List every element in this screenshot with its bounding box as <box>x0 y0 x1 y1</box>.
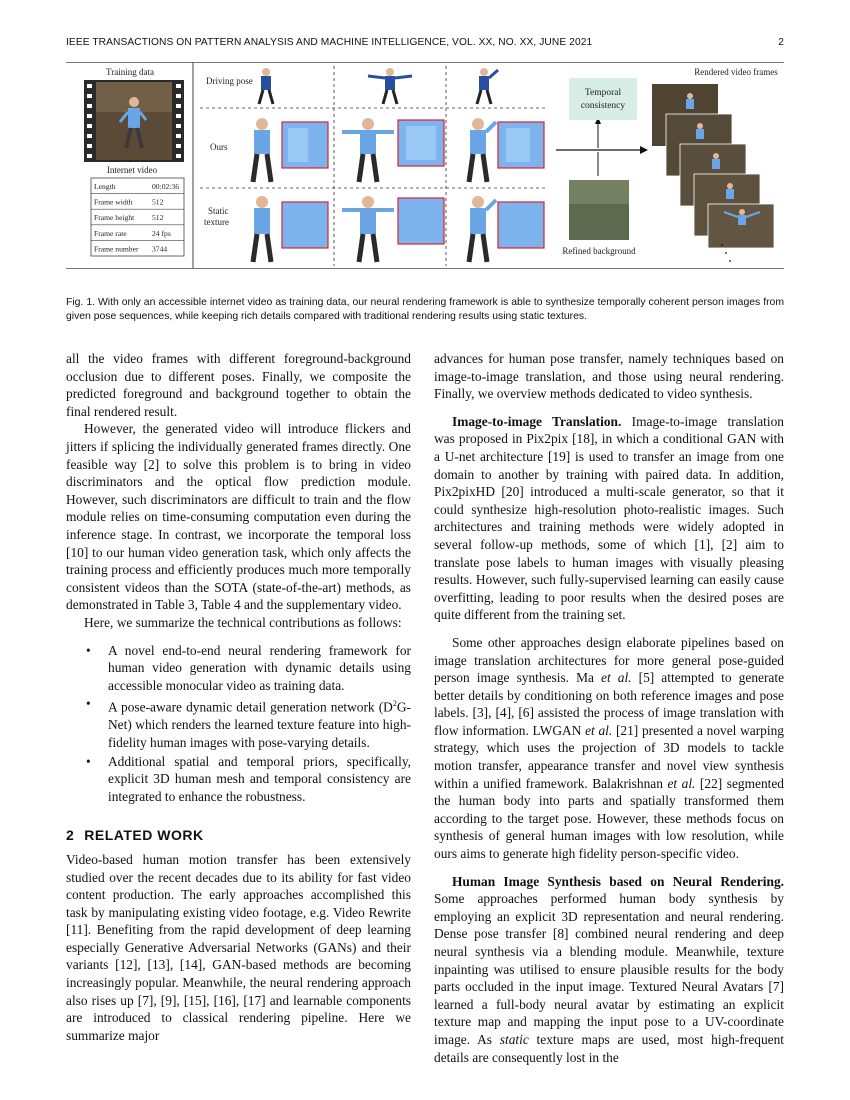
row-label-static-1: Static <box>208 206 229 216</box>
stat-value: 512 <box>152 197 164 207</box>
paragraph-text: [5] attempted to generate better details by conditioning on both reference images and pose labels. [3], [4], [6] assisted the process of image translation with flow information. LWGAN <box>434 670 785 738</box>
list-item-text: A pose-aware dynamic detail generation network (D <box>108 699 393 715</box>
refined-background-label: Refined background <box>562 246 636 256</box>
figure-bottom-rule <box>66 268 784 269</box>
list-item: • A novel end-to-end neural rendering framework for human video generation with dynamic details using accessible monocular video as training data. <box>108 642 411 695</box>
rendered-frame-stack <box>652 84 774 248</box>
superscript: 2 <box>392 699 397 709</box>
list-item-text: G-Net) which renders the learned texture feature into high-fidelity human images with pose-varying details. <box>108 699 411 750</box>
paragraph-text: texture maps are used, most high-frequent details are consequently lost in the <box>434 1031 785 1065</box>
stat-value: 24 fps <box>152 228 171 238</box>
row-label-static-2: texture <box>204 217 229 227</box>
stat-key: Frame width <box>94 197 133 207</box>
figure-1 <box>66 62 784 270</box>
ours-result-3 <box>469 118 544 182</box>
right-column <box>434 350 784 1066</box>
contributions-list <box>66 642 411 806</box>
left-column <box>66 350 411 1044</box>
list-item: • Additional spatial and temporal priors, specifically, explicit 3D human mesh and temporal consistency are integrated to enhance the robustness. <box>108 753 411 806</box>
training-data-label: Training data <box>106 67 154 77</box>
static-result-1 <box>253 196 328 262</box>
paragraph-text: Image-to-image translation was proposed in Pix2pix [18], in which a conditional GAN with a U-net architecture [19] is used to transfer an image from one domain to another by training with paired data. In addition, Pix2pixHD [20] introduced a multi-scale generator, so that it could synthesize high-resolution photo-realistic images. Such architectures and training methods were widely adopted in several follow-up methods, some of which [1], [2] aim to translate pose labels to human images with visually pleasing results. However, such fully-supervised learning can easily cause overfitting, leading to poor results when the desired poses are quite different from the training set. <box>434 413 784 623</box>
section-number: 2 <box>66 827 75 844</box>
paragraph-text: static <box>499 1031 529 1047</box>
page-number: 2 <box>778 37 784 48</box>
row-label-driving: Driving pose <box>206 76 253 86</box>
paragraph-heading: Image-to-image Translation. <box>452 413 622 429</box>
section-heading <box>66 827 411 845</box>
paragraph: advances for human pose transfer, namely techniques based on image-to-image translation, and those using neural rendering. Finally, we overview methods dedicated to video synthesis. <box>434 351 784 402</box>
stat-key: Frame rate <box>94 228 127 238</box>
video-stats-table <box>91 178 184 256</box>
temporal-label-2: consistency <box>580 101 626 111</box>
running-header <box>66 37 784 51</box>
paragraph-text: et al. <box>667 775 696 791</box>
paragraph-text: [22] segmented the human body into parts and spatially transformed them according to the target pose. However, these methods focus on synthesis of general human images with low resolution, while ours aims to generate high fidelity person-specific video. <box>434 775 784 862</box>
driving-pose-1 <box>259 68 273 104</box>
ours-result-2 <box>342 118 444 182</box>
stat-key: Length <box>94 182 116 191</box>
paragraph: However, the generated video will introduce flickers and jitters if splicing the individually generated frames directly. One feasible way [2] to solve this problem is to bring in video discriminators and the optical flow prediction module. However, such discriminators are difficult to train and the flow module relies on time-consuming computation even during the inference stage. In contrast, we incorporate the temporal loss [10] to our human video generation task, which only affects the training process and efficiently produces much more temporally consistent videos than the SOTA (state-of-the-art) methods, as demonstrated in Table 3, Table 4 and the supplementary video. <box>66 421 411 613</box>
temporal-consistency-box <box>569 78 637 120</box>
stat-value: 512 <box>152 213 164 223</box>
paragraph <box>434 634 784 863</box>
driving-pose-3 <box>477 68 498 104</box>
paragraph <box>434 873 784 1067</box>
temporal-label-1: Temporal <box>584 88 622 98</box>
static-result-3 <box>469 196 544 262</box>
paragraph <box>434 413 784 624</box>
paragraph-text: [21] presented a novel warping strategy, which uses the projection of 3D models to tackle motion transfer, appearance transfer and novel view synthesis within a unified framework. Balakrishnan <box>434 722 784 791</box>
paragraph: all the video frames with different foreground-background occlusion due to different poses. Finally, we composite the predicted foreground and background together to obtain the final rendered result. <box>66 351 411 419</box>
stat-value: 00:02:36 <box>152 182 180 191</box>
figure-illustration <box>66 62 784 268</box>
journal-title: IEEE TRANSACTIONS ON PATTERN ANALYSIS AND MACHINE INTELLIGENCE, VOL. XX, NO. XX, JUNE 2021 <box>66 37 593 48</box>
stat-key: Frame number <box>94 244 139 254</box>
figure-caption: Fig. 1. With only an accessible internet video as training data, our neural rendering framework is able to synthesize temporally coherent person images from given pose sequences, while keeping rich details compared with traditional rendering results using static textures. <box>66 297 784 322</box>
paragraph-text: Some approaches performed human body synthesis by employing an explicit 3D representation and neural rendering. Dense pose transfer [8] combined neural rendering and deep neural synthesis via a blending module. Meanwhile, texture inpainting was utilised to ensure plausible results for the body parts occluded in the input image. Textured Neural Avatars [7] learned a full-body neural avatar by estimating an explicit texture map and mapping the input pose to a UV-coordinate image. As <box>434 891 784 1047</box>
static-result-2 <box>342 196 444 262</box>
stat-key: Frame height <box>94 213 135 223</box>
row-label-ours: Ours <box>210 142 228 152</box>
stat-value: 3744 <box>152 244 168 254</box>
paragraph-heading: Human Image Synthesis based on Neural Rendering. <box>452 873 784 889</box>
paragraph: Video-based human motion transfer has been extensively studied over the recent decades due to its ability for fast video content production. The early approaches accomplished this task by manipulating existing video footage, e.g. Video Rewrite [11]. Benefiting from the rapid development of deep learning especially Generative Adversarial Networks (GANs) and their variants [12], [13], [14], GAN-based methods are becoming increasingly popular. Meanwhile, the neural rendering approach also rises up [7], [9], [15], [16], [17] and learnable components are introduced to classical rendering pipeline. Here we summarize major <box>66 851 411 1043</box>
driving-pose-2 <box>368 68 412 104</box>
paragraph-text: et al. <box>601 670 632 686</box>
list-item <box>108 695 411 751</box>
section-title: RELATED WORK <box>84 827 204 844</box>
internet-video-label: Internet video <box>106 165 158 175</box>
ours-result-1 <box>253 118 328 182</box>
paragraph-text: Some other approaches design elaborate pipelines based on image translation architectures for more general pose-guided person image synthesis. Ma <box>434 634 784 686</box>
paragraph: Here, we summarize the technical contributions as follows: <box>84 614 402 630</box>
rendered-frames-label: Rendered video frames <box>694 67 778 77</box>
paragraph-text: et al. <box>585 722 613 738</box>
